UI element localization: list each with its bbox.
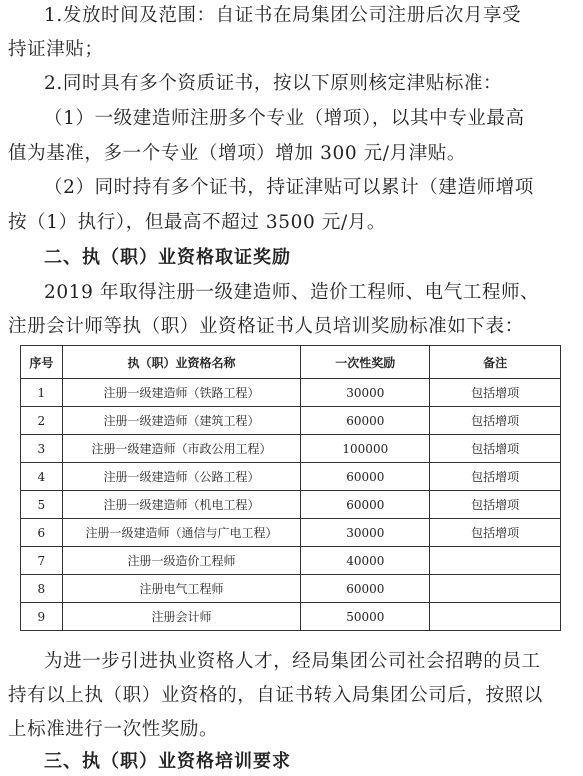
note: 包括增项 bbox=[430, 519, 561, 547]
row-number: 9 bbox=[21, 603, 63, 631]
row-number: 5 bbox=[21, 491, 63, 519]
table-row bbox=[21, 407, 561, 435]
note bbox=[430, 575, 561, 603]
section-heading: 三、执（职）业资格培训要求 bbox=[44, 751, 291, 772]
award-amount: 100000 bbox=[301, 435, 430, 463]
table-header-row bbox=[21, 346, 561, 379]
qualification-name: 注册一级建造师（建筑工程） bbox=[62, 407, 301, 435]
table-row bbox=[21, 463, 561, 491]
paragraph-line: 值为基准，多一个专业（增项）增加 300 元/月津贴。 bbox=[8, 143, 467, 164]
paragraph-line: 上标准进行一次性奖励。 bbox=[8, 719, 219, 740]
note: 包括增项 bbox=[430, 463, 561, 491]
paragraph-line: 1.发放时间及范围：自证书在局集团公司注册后次月享受 bbox=[44, 5, 522, 26]
row-number: 1 bbox=[21, 379, 63, 407]
paragraph-line: 按（1）执行），但最高不超过 3500 元/月。 bbox=[8, 212, 386, 233]
note: 包括增项 bbox=[430, 407, 561, 435]
row-number: 8 bbox=[21, 575, 63, 603]
award-amount: 30000 bbox=[301, 519, 430, 547]
table-row bbox=[21, 547, 561, 575]
table-row bbox=[21, 491, 561, 519]
award-amount: 60000 bbox=[301, 575, 430, 603]
paragraph-line: （2）同时持有多个证书，持证津贴可以累计（建造师增项 bbox=[44, 177, 534, 198]
paragraph-line: 2.同时具有多个资质证书，按以下原则核定津贴标准： bbox=[44, 73, 503, 94]
row-number: 7 bbox=[21, 547, 63, 575]
table-row bbox=[21, 575, 561, 603]
section-heading: 二、执（职）业资格取证奖励 bbox=[44, 247, 291, 268]
paragraph-line: 注册会计师等执（职）业资格证书人员培训奖励标准如下表： bbox=[8, 316, 524, 337]
note: 包括增项 bbox=[430, 379, 561, 407]
table-row bbox=[21, 379, 561, 407]
row-number: 2 bbox=[21, 407, 63, 435]
award-table bbox=[20, 345, 561, 631]
qualification-name: 注册一级建造师（通信与广电工程） bbox=[62, 519, 301, 547]
qualification-name: 注册一级建造师（市政公用工程） bbox=[62, 435, 301, 463]
qualification-name: 注册会计师 bbox=[62, 603, 301, 631]
award-amount: 60000 bbox=[301, 407, 430, 435]
column-header: 执（职）业资格名称 bbox=[62, 346, 301, 379]
qualification-name: 注册电气工程师 bbox=[62, 575, 301, 603]
table-row bbox=[21, 435, 561, 463]
qualification-name: 注册一级建造师（铁路工程） bbox=[62, 379, 301, 407]
table-row bbox=[21, 519, 561, 547]
qualification-name: 注册一级建造师（公路工程） bbox=[62, 463, 301, 491]
column-header: 序号 bbox=[21, 346, 63, 379]
note: 包括增项 bbox=[430, 491, 561, 519]
award-amount: 60000 bbox=[301, 463, 430, 491]
note bbox=[430, 547, 561, 575]
paragraph-line: 持有以上执（职）业资格的，自证书转入局集团公司后，按照以 bbox=[8, 685, 543, 706]
paragraph-line: 持证津贴； bbox=[8, 39, 104, 60]
qualification-name: 注册一级造价工程师 bbox=[62, 547, 301, 575]
award-amount: 60000 bbox=[301, 491, 430, 519]
row-number: 3 bbox=[21, 435, 63, 463]
qualification-name: 注册一级建造师（机电工程） bbox=[62, 491, 301, 519]
award-amount: 50000 bbox=[301, 603, 430, 631]
column-header: 备注 bbox=[430, 346, 561, 379]
row-number: 6 bbox=[21, 519, 63, 547]
row-number: 4 bbox=[21, 463, 63, 491]
award-amount: 30000 bbox=[301, 379, 430, 407]
paragraph-line: （1）一级建造师注册多个专业（增项），以其中专业最高 bbox=[44, 108, 525, 129]
award-amount: 40000 bbox=[301, 547, 430, 575]
column-header: 一次性奖励 bbox=[301, 346, 430, 379]
paragraph-line: 为进一步引进执业资格人才，经局集团公司社会招聘的员工 bbox=[44, 651, 541, 672]
paragraph-line: 2019 年取得注册一级建造师、造价工程师、电气工程师、 bbox=[44, 282, 540, 303]
note bbox=[430, 603, 561, 631]
table-row bbox=[21, 603, 561, 631]
note: 包括增项 bbox=[430, 435, 561, 463]
